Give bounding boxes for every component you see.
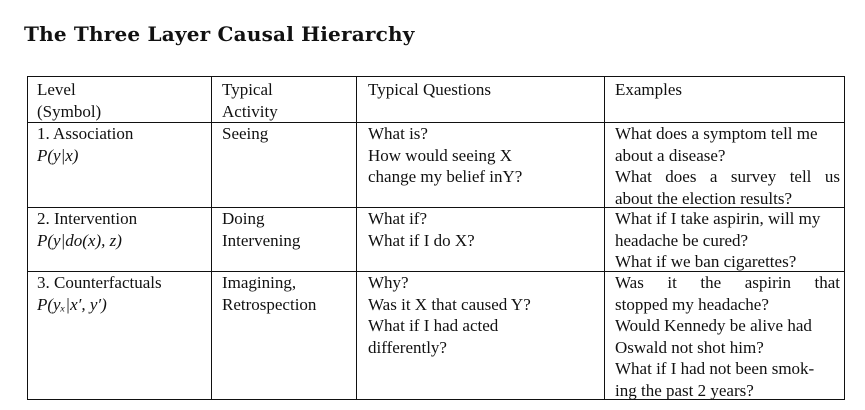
row-association-activity: Seeing [222, 124, 269, 143]
header-questions: Typical Questions [368, 80, 491, 99]
header-activity: Typical Activity [222, 80, 278, 121]
column-divider [604, 77, 605, 399]
row-counterfactuals-questions: Why? Was it X that caused Y? What if I had acted differently? [368, 273, 531, 357]
column-divider [211, 77, 212, 399]
row-association-level: 1. Association P(y|x) [37, 123, 207, 166]
row-association-examples: What does a symptom tell me about a disease? What does a survey tell us about the election results? [615, 124, 840, 208]
page-title: The Three Layer Causal Hierarchy [24, 22, 415, 46]
row-counterfactuals-level: 3. Counterfactuals P(yₓ|x′, y′) [37, 272, 207, 315]
header-examples: Examples [615, 80, 683, 99]
row-counterfactuals-activity: Imagining, Retrospection [222, 273, 317, 314]
row-intervention-activity: Doing Intervening [222, 209, 301, 250]
symbol-counterfactuals: P(yₓ|x′, y′) [37, 294, 107, 314]
header-level: Level (Symbol) [37, 80, 102, 121]
causal-hierarchy-table [27, 76, 845, 400]
row-intervention-examples: What if I take aspirin, will my headache be cured? What if we ban cigarettes? [615, 209, 821, 271]
row-association-questions: What is? How would seeing X change my belief inY? [368, 124, 523, 186]
row-counterfactuals-examples: Was it the aspirin that stopped my headache? Would Kennedy be alive had Oswald not shot him? What if I had not been smok- ing the past 2 years? [615, 273, 840, 400]
symbol-association: P(y|x) [37, 145, 79, 165]
row-intervention-questions: What if? What if I do X? [368, 209, 475, 250]
row-intervention-level: 2. Intervention P(y|do(x), z) [37, 208, 207, 251]
column-divider [356, 77, 357, 399]
symbol-intervention: P(y|do(x), z) [37, 230, 122, 250]
